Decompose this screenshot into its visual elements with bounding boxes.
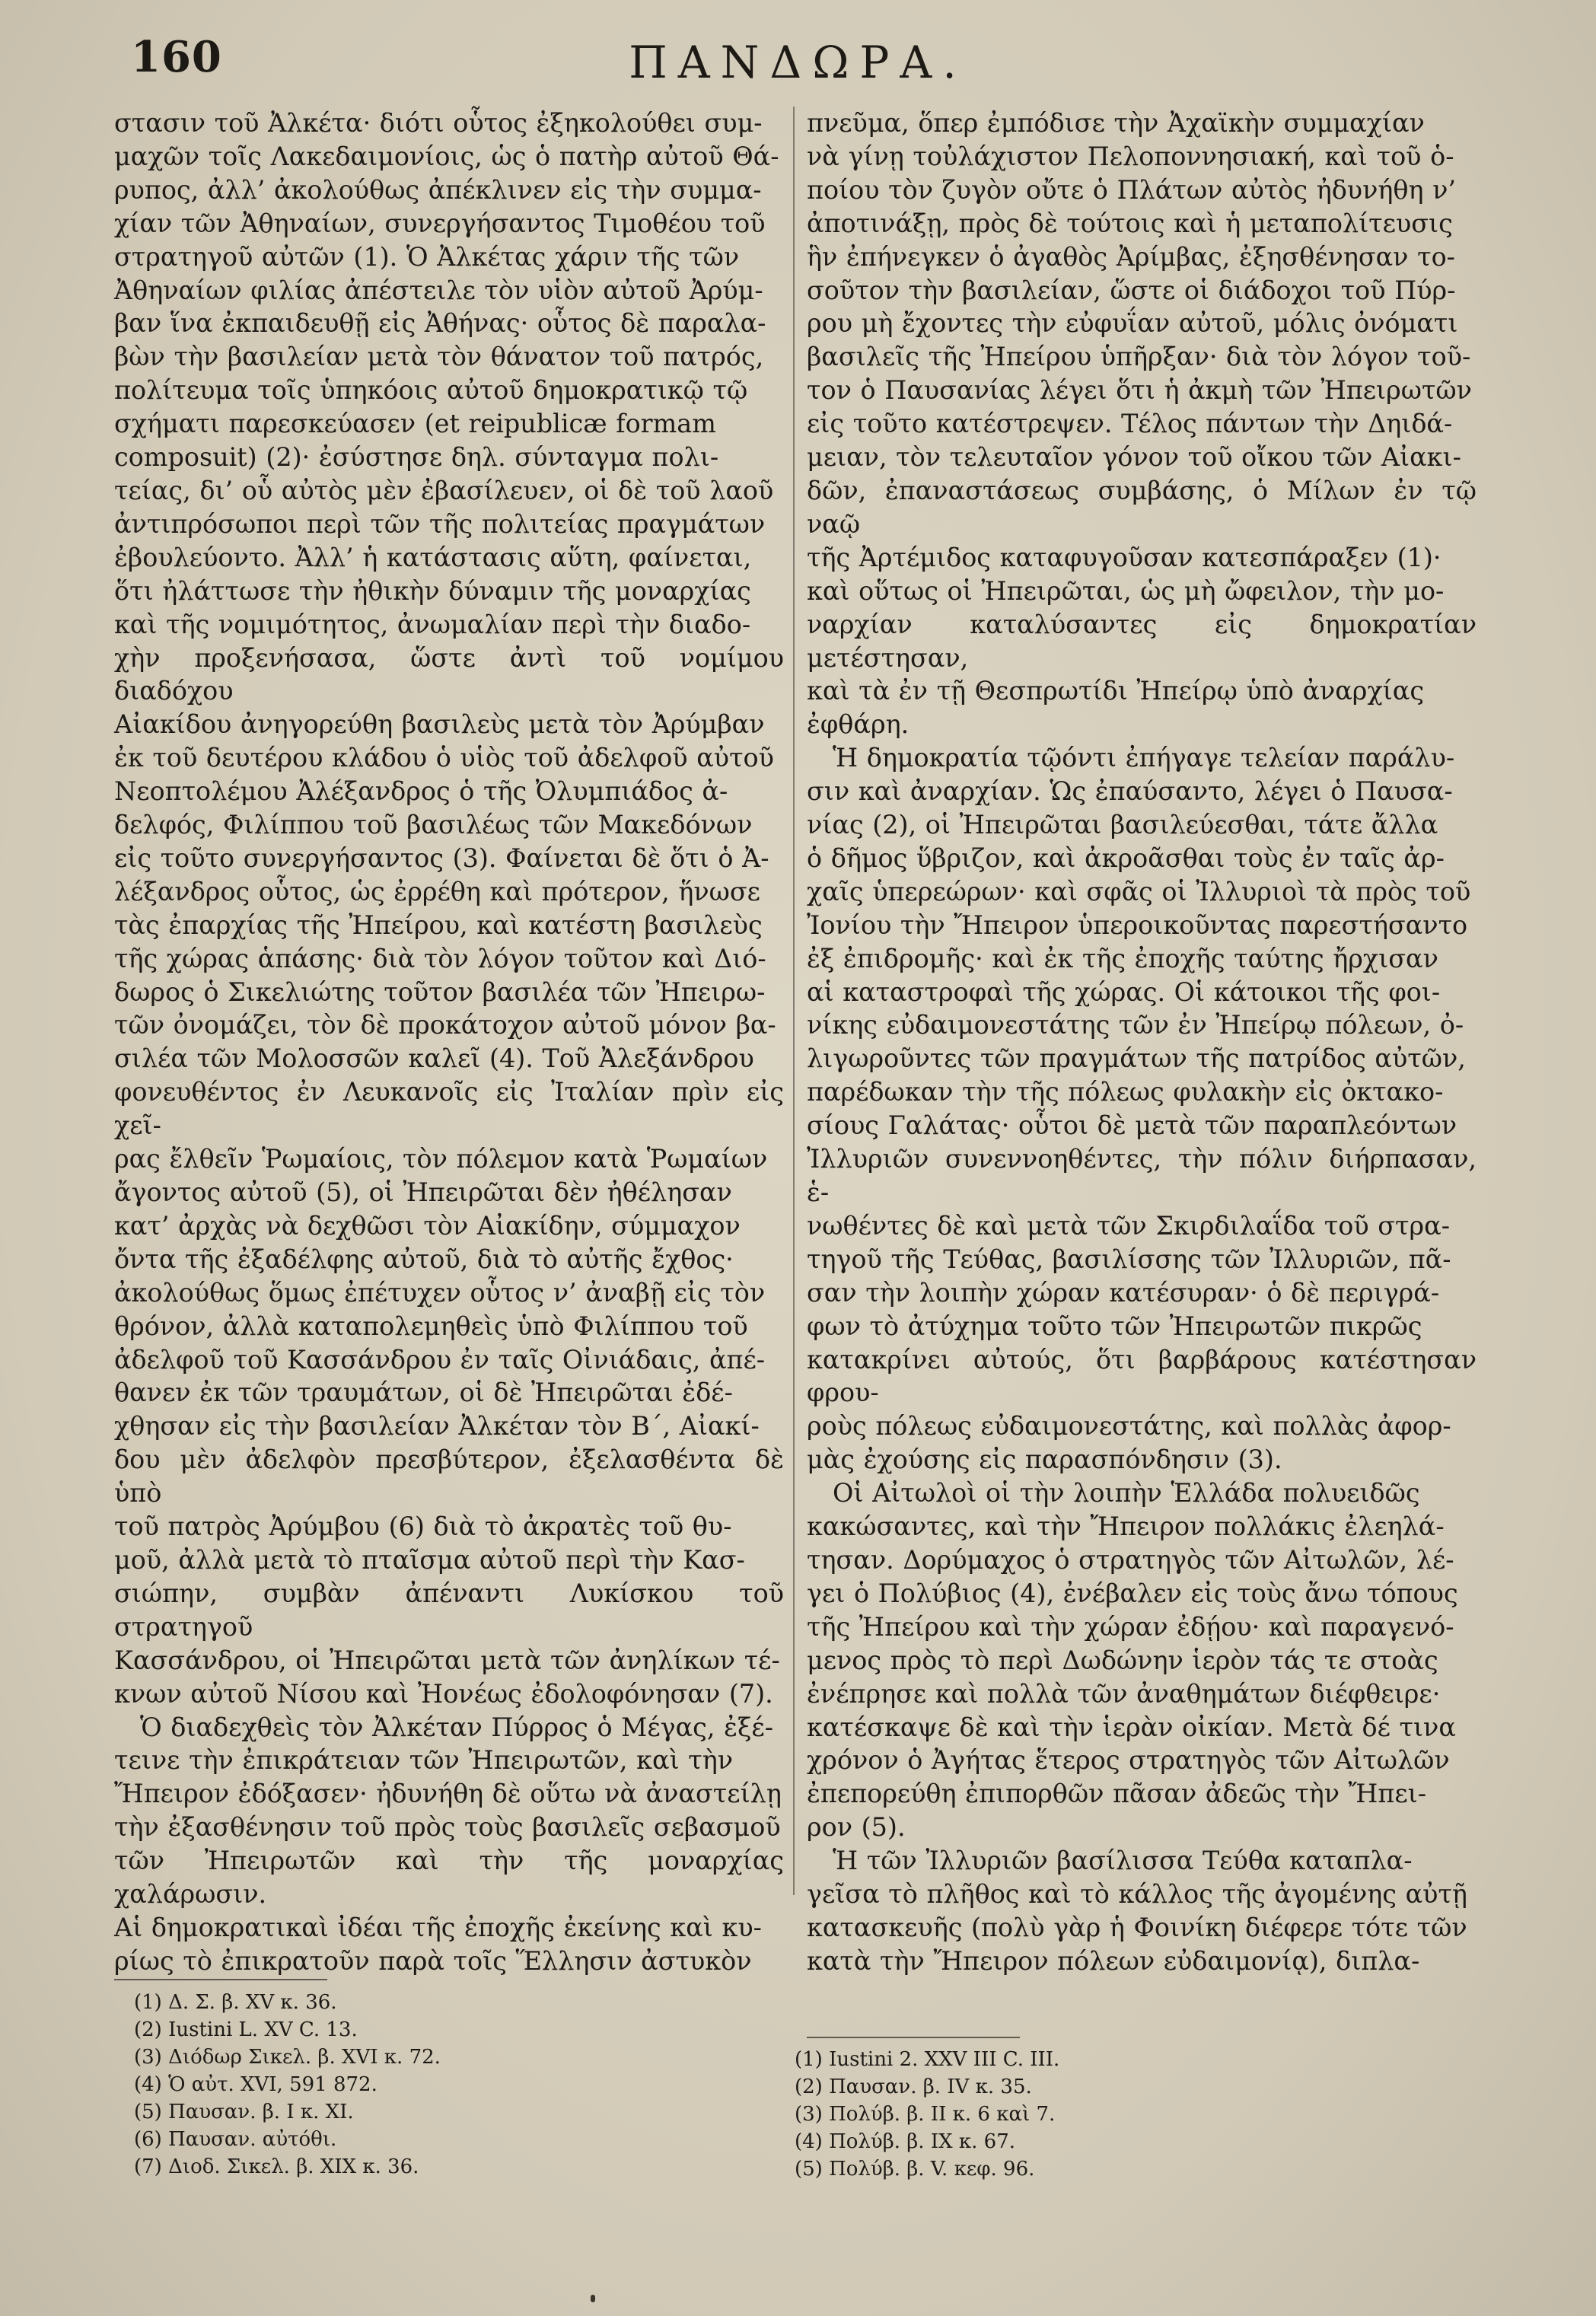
footnote: (2) Iustini L. XV C. 13. [134,2018,358,2041]
footnote: (7) Διοδ. Σικελ. β. XIX κ. 36. [134,2155,419,2178]
right-footnote-rule [807,2037,1020,2038]
left-paragraph-2: Ὁ διαδεχθεὶς τὸν Ἀλκέταν Πύρρος ὁ Μέγας, ἐξέ- τεινε τὴν ἐπικράτειαν τῶν Ἠπειρωτῶν, καὶ τὴν Ἤπειρον ἐδόξασεν· ἠδυνήθη δὲ οὕτω νὰ ἀναστείλῃ τὴν ἐξασθένησιν τοῦ πρὸς τοὺς βασιλεῖς σεβασμοῦ τῶν Ἠπειρωτῶν καὶ τὴν τῆς μοναρχίας χαλάρωσιν. Αἱ δημοκρατικαὶ ἰδέαι τῆς ἐποχῆς ἐκείνης καὶ κυ- ρίως τὸ ἐπικρατοῦν παρὰ τοῖς Ἕλλησιν ἀστυκὸν [114,1712,784,1976]
footnote: (5) Παυσαν. β. I κ. XI. [134,2101,354,2123]
footnote: (4) Ὁ αὐτ. XVI, 591 872. [134,2073,377,2096]
footnote: (6) Παυσαν. αὐτόθι. [134,2128,337,2151]
left-footnotes [134,1989,441,2181]
running-title: ΠΑΝΔΩΡΑ. [629,37,967,88]
page-header [0,32,1596,100]
right-column [807,107,1477,1978]
footnote: (2) Παυσαν. β. IV κ. 35. [795,2075,1032,2098]
right-paragraph-3: Οἱ Αἰτωλοὶ οἱ τὴν λοιπὴν Ἑλλάδα πολυειδῶς κακώσαντες, καὶ τὴν Ἤπειρον πολλάκις ἐλεηλά- τησαν. Δορύμαχος ὁ στρατηγὸς τῶν Αἰτωλῶν, λέ- γει ὁ Πολύβιος (4), ἐνέβαλεν εἰς τοὺς ἄνω τόπους τῆς Ἠπείρου καὶ τὴν χώραν ἐδῄου· καὶ παραγενό- μενος πρὸς τὸ περὶ Δωδώνην ἱερὸν τάς τε στοὰς ἐνέπρησε καὶ πολλὰ τῶν ἀναθημάτων διέφθειρε· κατέσκαψε δὲ καὶ τὴν ἱερὰν οἰκίαν. Μετὰ δέ τινα χρόνον ὁ Ἀγήτας ἕτερος στρατηγὸς τῶν Αἰτωλῶν ἐπεπορεύθη ἐπιπορθῶν πᾶσαν ἀδεῶς τὴν Ἤπει- ρον (5). [807,1478,1458,1843]
left-paragraph-1: στασιν τοῦ Ἀλκέτα· διότι οὗτος ἐξηκολούθει συμ- μαχῶν τοῖς Λακεδαιμονίοις, ὡς ὁ πατὴρ αὐτοῦ Θά- ρυπος, ἀλλ’ ἀκολούθως ἀπέκλινεν εἰς τὴν συμμα- χίαν τῶν Ἀθηναίων, συνεργήσαντος Τιμοθέου τοῦ στρατηγοῦ αὐτῶν (1). Ὁ Ἀλκέτας χάριν τῆς τῶν Ἀθηναίων φιλίας ἀπέστειλε τὸν υἱὸν αὐτοῦ Ἀρύμ- βαν ἵνα ἐκπαιδευθῇ εἰς Ἀθήνας· οὗτος δὲ παραλα- βὼν τὴν βασιλείαν μετὰ τὸν θάνατον τοῦ πατρός, πολίτευμα τοῖς ὑπηκόοις αὐτοῦ δημοκρατικῷ τῷ σχήματι παρεσκεύασεν (et reipublicæ formam composuit) (2)· ἐσύστησε δηλ. σύνταγμα πολι- τείας, δι’ οὗ αὐτὸς μὲν ἐβασίλευεν, οἱ δὲ τοῦ λαοῦ ἀντιπρόσωποι περὶ τῶν τῆς πολιτείας πραγμάτων ἐβουλεύοντο. Ἀλλ’ ἡ κατάστασις αὕτη, φαίνεται, ὅτι ἠλάττωσε τὴν ἠθικὴν δύναμιν τῆς μοναρχίας καὶ τῆς νομιμότητος, ἀνωμαλίαν περὶ τὴν διαδο- χὴν προξενήσασα, ὥστε ἀντὶ τοῦ νομίμου διαδόχου Αἰακίδου ἀνηγορεύθη βασιλεὺς μετὰ τὸν Ἀρύμβαν ἐκ τοῦ δευτέρου κλάδου ὁ υἱὸς τοῦ ἀδελφοῦ αὐτοῦ Νεοπτολέμου Ἀλέξανδρος ὁ τῆς Ὀλυμπιάδος ἀ- δελφός, Φιλίππου τοῦ βασιλέως τῶν Μακεδόνων εἰς τοῦτο συνεργήσαντος (3). Φαίνεται δὲ ὅτι ὁ Ἀ- λέξανδρος οὗτος, ὡς ἐρρέθη καὶ πρότερον, ἥνωσε τὰς ἐπαρχίας τῆς Ἠπείρου, καὶ κατέστη βασιλεὺς τῆς χώρας ἁπάσης· διὰ τὸν λόγον τοῦτον καὶ Διό- δωρος ὁ Σικελιώτης τοῦτον βασιλέα τῶν Ἠπειρω- τῶν ὀνομάζει, τὸν δὲ προκάτοχον αὐτοῦ μόνον βα- σιλέα τῶν Μολοσσῶν καλεῖ (4). Τοῦ Ἀλεξάνδρου φονευθέντος ἐν Λευκανοῖς εἰς Ἰταλίαν πρὶν εἰς χεῖ- ρας ἔλθεῖν Ῥωμαίοις, τὸν πόλεμον κατὰ Ῥωμαίων ἄγοντος αὐτοῦ (5), οἱ Ἠπειρῶται δὲν ἠθέλησαν κατ’ ἀρχὰς νὰ δεχθῶσι τὸν Αἰακίδην, σύμμαχον ὄντα τῆς ἐξαδέλφης αὐτοῦ, διὰ τὸ αὐτῆς ἔχθος· ἀκολούθως ὅμως ἐπέτυχεν οὗτος ν’ ἀναβῇ εἰς τὸν θρόνον, ἀλλὰ καταπολεμηθεὶς ὑπὸ Φιλίππου τοῦ ἀδελφοῦ τοῦ Κασσάνδρου ἐν ταῖς Οἰνιάδαις, ἀπέ- θανεν ἐκ τῶν τραυμάτων, οἱ δὲ Ἠπειρῶται ἐδέ- χθησαν εἰς τὴν βασιλείαν Ἀλκέταν τὸν Β΄, Αἰακί- δου μὲν ἀδελφὸν πρεσβύτερον, ἐξελασθέντα δὲ ὑπὸ τοῦ πατρὸς Ἀρύμβου (6) διὰ τὸ ἀκρατὲς τοῦ θυ- μοῦ, ἀλλὰ μετὰ τὸ πταῖσμα αὐτοῦ περὶ τὴν Κασ- σιώπην, συμβὰν ἀπέναντι Λυκίσκου τοῦ στρατηγοῦ Κασσάνδρου, οἱ Ἠπειρῶται μετὰ τῶν ἀνηλίκων τέ- κνων αὐτοῦ Νίσου καὶ Ἠονέως ἐδολοφόνησαν (7). [114,108,784,1709]
right-footnotes [795,2046,1059,2183]
footnote: (4) Πολύβ. β. IX κ. 67. [795,2130,1015,2153]
right-paragraph-4: Ἡ τῶν Ἰλλυριῶν βασίλισσα Τεύθα καταπλα- γεῖσα τὸ πλῆθος καὶ τὸ κάλλος τῆς ἀγομένης αὐτῇ κατασκευῆς (πολὺ γὰρ ἡ Φοινίκη διέφερε τότε τῶν κατὰ τὴν Ἤπειρον πόλεων εὐδαιμονίᾳ), διπλα- [807,1846,1467,1976]
footnote: (1) Iustini 2. XXV III C. III. [795,2048,1060,2071]
footnote: (3) Διόδωρ Σικελ. β. XVI κ. 72. [134,2046,441,2069]
right-paragraph-1: πνεῦμα, ὅπερ ἐμπόδισε τὴν Ἀχαϊκὴν συμμαχίαν νὰ γίνῃ τοὐλάχιστον Πελοποννησιακή, καὶ τοῦ ὁ- ποίου τὸν ζυγὸν οὔτε ὁ Πλάτων αὐτὸς ἠδυνήθη ν’ ἀποτινάξῃ, πρὸς δὲ τούτοις καὶ ἡ μεταπολίτευσις ἣν ἐπήνεγκεν ὁ ἀγαθὸς Ἀρίμβας, ἐξησθένησαν το- σοῦτον τὴν βασιλείαν, ὥστε οἱ διάδοχοι τοῦ Πύρ- ρου μὴ ἔχοντες τὴν εὐφυΐαν αὐτοῦ, μόλις ὀνόματι βασιλεῖς τῆς Ἠπείρου ὑπῆρξαν· διὰ τὸν λόγον τοῦ- τον ὁ Παυσανίας λέγει ὅτι ἡ ἀκμὴ τῶν Ἠπειρωτῶν εἰς τοῦτο κατέστρεψεν. Τέλος πάντων τὴν Δηιδά- μειαν, τὸν τελευταῖον γόνον τοῦ οἴκου τῶν Αἰακι- δῶν, ἐπαναστάσεως συμβάσης, ὁ Μίλων ἐν τῷ ναῷ τῆς Ἀρτέμιδος καταφυγοῦσαν κατεσπάραξεν (1)· καὶ οὕτως οἱ Ἠπειρῶται, ὡς μὴ ὤφειλον, τὴν μο- ναρχίαν καταλύσαντες εἰς δημοκρατίαν μετέστησαν, καὶ τὰ ἐν τῇ Θεσπρωτίδι Ἠπείρῳ ὑπὸ ἀναρχίας ἐφθάρη. [807,108,1477,740]
footnote: (5) Πολύβ. β. V. κεφ. 96. [795,2158,1035,2181]
right-paragraph-2: Ἡ δημοκρατία τῷόντι ἐπήγαγε τελείαν παράλυ- σιν καὶ ἀναρχίαν. Ὡς ἐπαύσαντο, λέγει ὁ Παυσα- νίας (2), οἱ Ἠπειρῶται βασιλεύεσθαι, τάτε ἄλλα ὁ δῆμος ὕβριζον, καὶ ἀκροᾶσθαι τοὺς ἐν ταῖς ἀρ- χαῖς ὑπερεώρων· καὶ σφᾶς οἱ Ἰλλυριοὶ τὰ πρὸς τοῦ Ἰονίου τὴν Ἤπειρον ὑπεροικοῦντας παρεστήσαντο ἐξ ἐπιδρομῆς· καὶ ἐκ τῆς ἐποχῆς ταύτης ἤρχισαν αἱ καταστροφαὶ τῆς χώρας. Οἱ κάτοικοι τῆς φοι- νίκης εὐδαιμονεστάτης τῶν ἐν Ἠπείρῳ πόλεων, ὀ- λιγωροῦντες τῶν πραγμάτων τῆς πατρίδος αὐτῶν, παρέδωκαν τὴν τῆς πόλεως φυλακὴν εἰς ὀκτακο- σίους Γαλάτας· οὗτοι δὲ μετὰ τῶν παραπλεόντων Ἰλλυριῶν συνεννοηθέντες, τὴν πόλιν διήρπασαν, ἑ- νωθέντες δὲ καὶ μετὰ τῶν Σκιρδιλαΐδα τοῦ στρα- τηγοῦ τῆς Τεύθας, βασιλίσσης τῶν Ἰλλυριῶν, πᾶ- σαν τὴν λοιπὴν χώραν κατέσυραν· ὁ δὲ περιγρά- φων τὸ ἀτύχημα τοῦτο τῶν Ἠπειρωτῶν πικρῶς κατακρίνει αὐτούς, ὅτι βαρβάρους κατέστησαν φρου- ροὺς πόλεως εὐδαιμονεστάτης, καὶ πολλὰς ἀφορ- μὰς ἐχούσης εἰς παρασπόνδησιν (3). [807,743,1477,1475]
footnote: (3) Πολύβ. β. II κ. 6 καὶ 7. [795,2103,1056,2126]
page-number: 160 [131,32,222,82]
left-footnote-rule [114,1979,327,1980]
left-column [114,107,784,1978]
ink-speck [591,2295,595,2302]
column-divider [793,107,795,1895]
footnote: (1) Δ. Σ. β. XV κ. 36. [134,1991,337,2014]
